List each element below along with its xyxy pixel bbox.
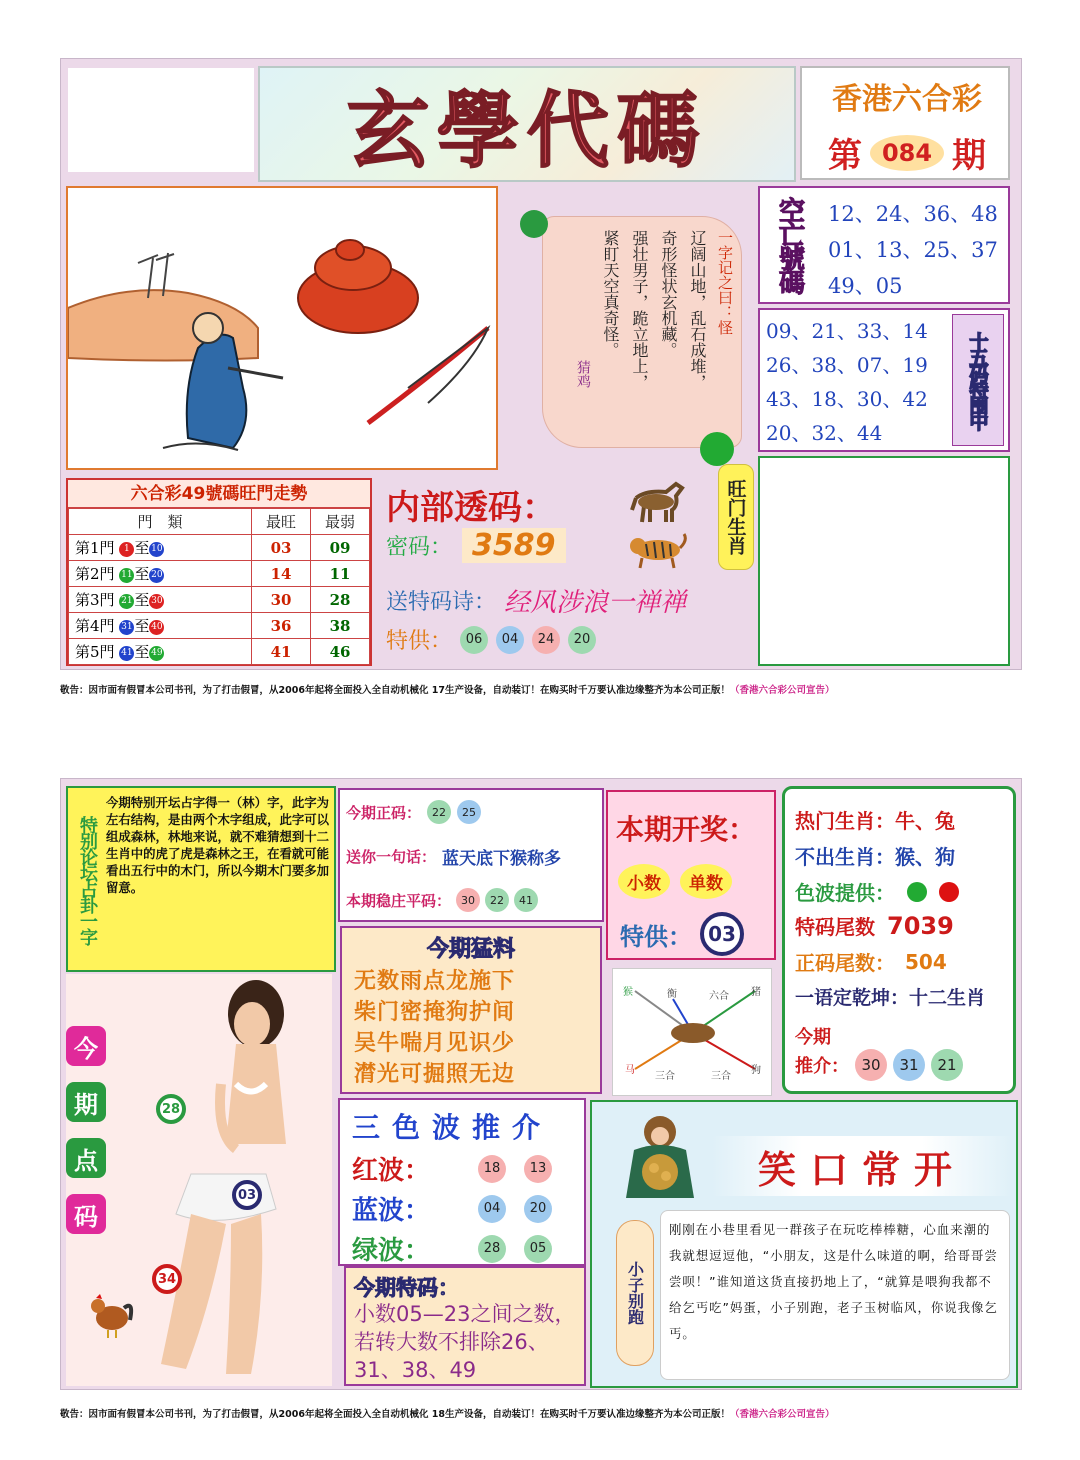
gate-from-ball: 21 [119,594,134,609]
zhengma-label: 今期正码： [346,803,422,822]
wave-label: 蓝波： [352,1196,431,1226]
fifteen-numbers-label [952,314,1004,446]
empty-numbers-box [758,186,1010,304]
inner-code-panel [380,474,752,668]
scroll-tab-top [520,210,548,238]
gate-to-ball: 49 [149,646,164,661]
table-row [69,561,370,587]
special-label: 特供： [386,629,453,654]
table-row [69,639,370,665]
fifteen-numbers-box [758,308,1010,452]
wave-row-blue [352,1190,552,1227]
three-waves-box [338,1098,586,1266]
bottom-notice-text: 敬告：因市面有假冒本公司书刊，为了打击假冒，从2006年起将全面投入全自动机械化 18生产设备，自动装订！在购买时千万要认准边缘整齐为本公司正版！ [60,1409,730,1420]
gate-worst: 38 [311,613,370,639]
point-label-char: 点 [66,1138,106,1178]
diagram-label: 马 [625,1065,635,1076]
gate-worst: 28 [311,587,370,613]
draw-tag: 小数 [618,864,670,899]
special-ball: 20 [568,626,596,654]
flat-ball: 22 [485,888,509,912]
flat-ball: 41 [514,888,538,912]
blank-green-box [758,456,1010,666]
poem-line [386,582,686,619]
scroll-riddle [520,196,748,468]
gate-worst: 09 [311,535,370,561]
draw-tags [618,864,732,899]
code-value: 3589 [462,528,566,563]
fierce-line: 潸光可掘照无边 [354,1062,516,1087]
issue-suffix: 期 [952,136,987,176]
draw-special-ball: 03 [700,912,744,956]
table-row [69,535,370,561]
color-line [795,877,959,906]
poem-value: 经风涉浪一禅禅 [504,588,687,618]
forum-box [66,786,336,972]
gate-worst: 46 [311,639,370,665]
wave-ball: 18 [478,1155,506,1183]
tail-line [795,911,954,940]
scroll-line-1: 辽阔山地，乱石成堆， [688,230,707,390]
scroll-line-4: 紧盯天空真奇怪。 [601,230,620,358]
fifteen-numbers-row: 09、21、33、14 [766,319,928,343]
gate-from-ball: 41 [119,646,134,661]
joke-label-box [616,1220,654,1366]
joke-title: 笑口常开 [757,1147,966,1192]
issue-line [812,128,1002,177]
gates-header-row [69,509,370,535]
diagram-label: 三合 [711,1071,731,1082]
wave-row-green [352,1230,552,1267]
color-dot-red [939,882,959,902]
fierce-lines [354,966,598,1090]
top-notice-tail: （香港六合彩公司宣告） [729,685,835,696]
gate-to-ball: 10 [149,542,164,557]
gate-to-ball: 20 [149,568,164,583]
joke-text-box [660,1210,1010,1380]
gate-from-ball: 11 [119,568,134,583]
recommend-label-2: 推介： [795,1056,849,1077]
forum-text: 今期特别开坛占字得一（林）字，此字为左右结构，是由两个木字组成，此字可以组成森林，林地来说，就不难猜想到十二生肖中的虎了虎是森林之王，在看就可能看出五行中的木门，所以今期木门要多加留意。 [106,795,330,895]
diagram-label: 六合 [709,991,729,1002]
wave-ball: 13 [524,1155,552,1183]
special-ball: 06 [460,626,488,654]
saying-label: 送你一句话： [346,848,437,866]
wave-row-red [352,1150,552,1187]
zodiac-badge-text: 旺门生肖 [724,479,747,555]
rooster-icon [86,1290,136,1340]
gate-from-ball: 1 [119,542,134,557]
issue-number: 084 [870,135,944,171]
gate-label: 第1門 1 至 10 [69,535,252,561]
zhengma-line [346,800,481,824]
joke-title-banner [712,1136,1012,1196]
tail-label: 特码尾数 [795,915,875,939]
special-code-text: 小数05—23之间之数，若转大数不排除26、31、38、49 [354,1302,576,1382]
zhengma-ball: 22 [427,800,451,824]
top-notice-text: 敬告：因市面有假冒本公司书刊，为了打击假冒，从2006年起将全面投入全自动机械化 17生产设备，自动装订！在购买时千万要认准边缘整齐为本公司正版！ [60,685,730,696]
special-line [386,624,596,655]
gate-to-ball: 30 [149,594,164,609]
gate-to-ball: 40 [149,620,164,635]
bottom-notice-tail: （香港六合彩公司宣告） [729,1409,835,1420]
joke-box [590,1100,1018,1388]
model-ball: 03 [232,1180,262,1210]
empty-numbers-label [764,192,816,298]
model-ball: 34 [152,1264,182,1294]
gate-worst: 11 [311,561,370,587]
gate-label: 第5門 41 至 49 [69,639,252,665]
gate-from-ball: 31 [119,620,134,635]
flat-label: 本期稳庄平码： [346,891,452,910]
wave-label: 绿波： [352,1236,431,1266]
fifteen-numbers-row: 20、32、44 [766,421,883,445]
gates-table [68,508,370,665]
model-ball: 28 [156,1094,186,1124]
gate-best: 14 [252,561,311,587]
scroll-text [556,230,736,440]
diagram-label: 三合 [655,1071,675,1082]
fierce-line: 柴门密掩狗护间 [354,1000,516,1025]
gates-header-worst: 最弱 [311,509,370,535]
joke-text: 刚刚在小巷里看见一群孩子在玩吃棒棒糖，心血来潮的我就想逗逗他，“小朋友，这是什么味道的啊，给哥哥尝尝呗！”谁知道这货直接扔地上了，“就算是喂狗我都不给乞丐吃”妈蛋，小子别跑，老子玉树临风，你说我像乞丐。 [669,1222,998,1341]
wave-ball: 05 [524,1235,552,1263]
bottom-notice [60,1406,1030,1420]
empty-numbers-list [828,196,1008,304]
joke-label: 小子别跑 [625,1261,645,1325]
table-row [69,587,370,613]
poem-label: 送特码诗： [386,590,497,615]
gates-table-box [66,478,372,666]
special-ball: 04 [496,626,524,654]
recommend-label-1: 今期 [795,1027,831,1048]
diagram-label: 猴 [623,987,633,998]
special-code-box [344,1266,586,1386]
fierce-line: 无数雨点龙施下 [354,969,516,994]
draw-special-line [620,912,744,956]
monkey-icon [614,1110,706,1202]
cartoon-scene [68,188,498,470]
diagram-label: 猪 [751,987,761,998]
zheng-tail-value: 504 [905,949,947,974]
info-box [782,786,1016,1094]
scroll-line-3: 强壮男子，跪立地上， [630,230,649,390]
draw-title: 本期开奖： [616,813,757,846]
forum-label: 特别论坛占卦一字 [77,816,98,944]
zheng-tail-line [795,947,947,976]
point-label-char: 码 [66,1194,106,1234]
fifteen-numbers-list [766,314,946,450]
point-label-char: 期 [66,1082,106,1122]
recommend-line [795,1049,963,1081]
picks-box [338,788,604,922]
three-waves-title: 三色波推介 [352,1111,553,1144]
draw-box [606,790,776,960]
fierce-box [340,926,602,1094]
recommend-ball: 31 [893,1049,925,1081]
zodiac-diagram [612,968,772,1096]
saying-text: 蓝天底下猴称多 [442,849,562,869]
gate-label: 第3門 21 至 30 [69,587,252,613]
zodiac-diagram-lines [613,969,773,1097]
code-line [386,528,566,563]
blank-corner [68,68,254,172]
fifteen-numbers-row: 43、18、30、42 [766,387,928,411]
diagram-label: 衡 [667,989,677,1000]
zodiac-badge [718,464,754,570]
gate-best: 41 [252,639,311,665]
gate-best: 30 [252,587,311,613]
brand-panel [800,66,1010,180]
inner-code-title: 内部透码： [386,488,556,528]
fierce-title: 今期猛料 [426,937,515,962]
scroll-title: 一字记之曰：怪 [716,230,734,335]
empty-numbers-row: 12、24、36、48 [828,202,998,226]
wave-label: 红波： [352,1156,431,1186]
empty-numbers-row: 49、05 [828,274,903,298]
gate-best: 03 [252,535,311,561]
forum-label-box [72,794,102,966]
wave-ball: 28 [478,1235,506,1263]
gates-header-best: 最旺 [252,509,311,535]
diagram-label: 狗 [751,1065,761,1076]
flat-line [346,888,538,912]
gate-label: 第4門 31 至 40 [69,613,252,639]
cartoon-illustration [66,186,498,470]
special-ball: 24 [532,626,560,654]
empty-numbers-row: 01、13、25、37 [828,238,998,262]
title-banner [258,66,796,182]
page-title: 玄學代碼 [346,82,707,179]
fierce-line: 吴牛喘月见识少 [354,1031,516,1056]
horse-icon [626,476,688,524]
color-dot-green [907,882,927,902]
tiger-icon [626,530,688,570]
gates-table-title: 六合彩49號碼旺門走勢 [68,480,370,508]
table-row [69,613,370,639]
gates-header-category: 門 類 [69,509,252,535]
recommend-ball: 21 [931,1049,963,1081]
empty-numbers-title: 空亡號碼 [774,197,805,293]
flat-ball: 30 [456,888,480,912]
brand-name: 香港六合彩 [832,82,982,117]
wave-ball: 04 [478,1195,506,1223]
zhengma-ball: 25 [457,800,481,824]
fifteen-numbers-row: 26、38、07、19 [766,353,928,377]
gate-label: 第2門 11 至 20 [69,561,252,587]
draw-tag: 单数 [680,864,732,899]
tail-value: 7039 [887,911,954,940]
fifteen-numbers-title: 十五码特围中 [966,332,989,428]
draw-special-label: 特供： [620,922,692,951]
scroll-answer: 猜鸡 [575,360,591,388]
special-code-title: 今期特码： [354,1276,459,1300]
top-notice [60,682,1030,696]
scroll-line-2: 奇形怪状玄机藏。 [659,230,678,358]
no-zodiac: 不出生肖：猴、狗 [795,845,955,869]
model-area [66,974,332,1386]
yiyu: 一语定乾坤：十二生肖 [795,987,986,1009]
gate-best: 36 [252,613,311,639]
code-label: 密码： [386,535,453,560]
saying-line [346,844,561,869]
issue-prefix: 第 [827,136,862,176]
color-label: 色波提供： [795,881,895,905]
hot-zodiac: 热门生肖：牛、兔 [795,809,955,833]
recommend-ball: 30 [855,1049,887,1081]
wave-ball: 20 [524,1195,552,1223]
zheng-tail-label: 正码尾数： [795,951,895,975]
point-label-char: 今 [66,1026,106,1066]
